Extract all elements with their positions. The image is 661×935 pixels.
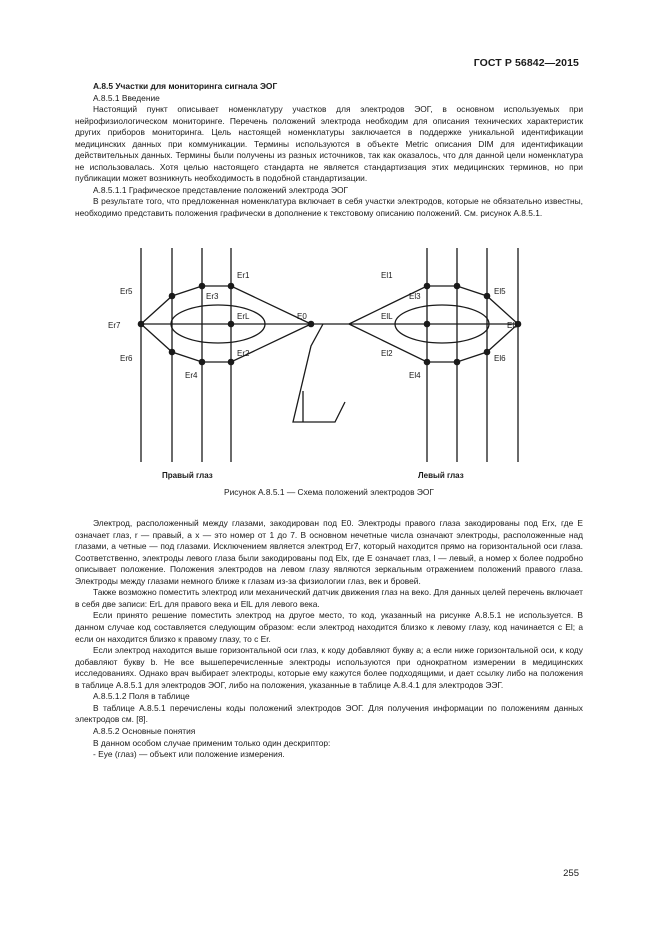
label-el2: El2: [381, 348, 393, 358]
label-el3: El3: [409, 291, 421, 301]
label-er2: Er2: [237, 348, 250, 358]
body-paragraph-2: Также возможно поместить электрод или механический датчик движения глаз на веко. Для данных целей перечень включает в себя две записи: ErL для правого века и ElL для левого века.: [75, 587, 583, 609]
label-el4: El4: [409, 370, 421, 380]
label-el7: El7: [507, 320, 519, 330]
subsection-fields-title: A.8.5.1.2 Поля в таблице: [93, 691, 190, 702]
label-er5: Er5: [120, 286, 133, 296]
figure-caption: Рисунок А.8.5.1 — Схема положений электродов ЭОГ: [224, 486, 434, 497]
label-right-eye: Правый глаз: [162, 470, 213, 480]
eog-electrode-figure: [75, 226, 583, 484]
label-er6: Er6: [120, 353, 133, 363]
page-number: 255: [563, 868, 579, 879]
body-paragraph-5: В таблице А.8.5.1 перечислены коды положений электродов ЭОГ. Для получения информации по положениям данных электродов см. [8].: [75, 702, 583, 725]
label-e0: E0: [297, 311, 307, 321]
body-paragraph-3: Если принято решение поместить электрод на другое место, то код, указанный на рисунке А.8.5.1 не используется. В данном случае код составляется следующим образом: если электрод находится близко к левому глазу, код начинается с El; а если он находится близко к правому глазу, то с Er.: [75, 610, 583, 644]
eog-electrode-diagram: [75, 226, 583, 484]
body-paragraph-7: - Eye (глаз) — объект или положение измерения.: [93, 749, 285, 760]
body-paragraph-4: Если электрод находится выше горизонтальной оси глаз, к коду добавляют букву a; а если ниже горизонтальной оси, к коду добавляют букву b. Не все вышеперечисленные электроды используются при однократном измерении в медицинских исследованиях. Однако врач выбирает электроды, которые ему кажутся более подходящими, и дает ссылку либо на положения в таблице А.8.5.1 для электродов ЭОГ, либо на положения, указанные в таблице А.8.4.1 для электродов ЭЭГ.: [75, 645, 583, 690]
body-paragraph-6: В данном особом случае применим только один дескриптор:: [93, 737, 331, 748]
label-el1: El1: [381, 270, 393, 280]
standard-header: ГОСТ Р 56842—2015: [473, 57, 579, 69]
label-er1: Er1: [237, 270, 250, 280]
body-paragraph-1: Электрод, расположенный между глазами, закодирован под E0. Электроды правого глаза закодированы под Erx, где E означает глаз, r — правый, а x — это номер от 1 до 7. В основном нечетные числа означают электроды, расположенные над глазами, а четные — под глазами. Исключением является электрод Er7, который находится прямо на горизонтальной оси глаза. Соответственно, электроды левого глаза были закодированы под Elx, где E означает глаз, l — левый, а номер x более подробно описывает положение. Положения электродов на левом глазу являются зеркальным отражением положений правого глаза. Электроды между глазами немного ближе к глазам из-за физиологии глаз, век и бровей.: [75, 518, 583, 586]
subsection-graph-title: A.8.5.1.1 Графическое представление положений электрода ЭОГ: [93, 184, 349, 195]
subsection-concepts-title: A.8.5.2 Основные понятия: [93, 725, 196, 736]
intro-paragraph: Настоящий пункт описывает номенклатуру участков для электродов ЭОГ, в основном используемых при нейрофизиологическом мониторинге. Перечень положений электрода необходим для описания технических характеристик других приборов мониторинга. Цель настоящей номенклатуры заключается в поддержке уникальной идентификации медицинских данных при коммуникации. Термины используются в объекте Metric описания DIM для идентификации действительных данных. Термины были получены из разных источников, так как оказалось, что для данной цели номенклатура не использовалась. Хотя целью настоящего стандарта не является стандартизация этих медицинских терминов, но при публикации может возникнуть необходимость в подобной стандартизации.: [75, 104, 583, 184]
subsection-intro-title: A.8.5.1 Введение: [93, 92, 160, 103]
label-er3: Er3: [206, 291, 219, 301]
graph-paragraph: В результате того, что предложенная номенклатура включает в себя участки электродов, которые не обязательно известны, необходимо представить положения графически в дополнение к текстовому описанию положений. См. рисунок А.8.5.1.: [75, 196, 583, 219]
label-er7: Er7: [108, 320, 121, 330]
label-erl: ErL: [237, 311, 250, 321]
label-el5: El5: [494, 286, 506, 296]
label-el6: El6: [494, 353, 506, 363]
document-body: [75, 81, 583, 761]
label-left-eye: Левый глаз: [418, 470, 464, 480]
label-er4: Er4: [185, 370, 198, 380]
section-title: A.8.5 Участки для мониторинга сигнала ЭОГ: [93, 81, 278, 91]
label-ell: ElL: [381, 311, 393, 321]
